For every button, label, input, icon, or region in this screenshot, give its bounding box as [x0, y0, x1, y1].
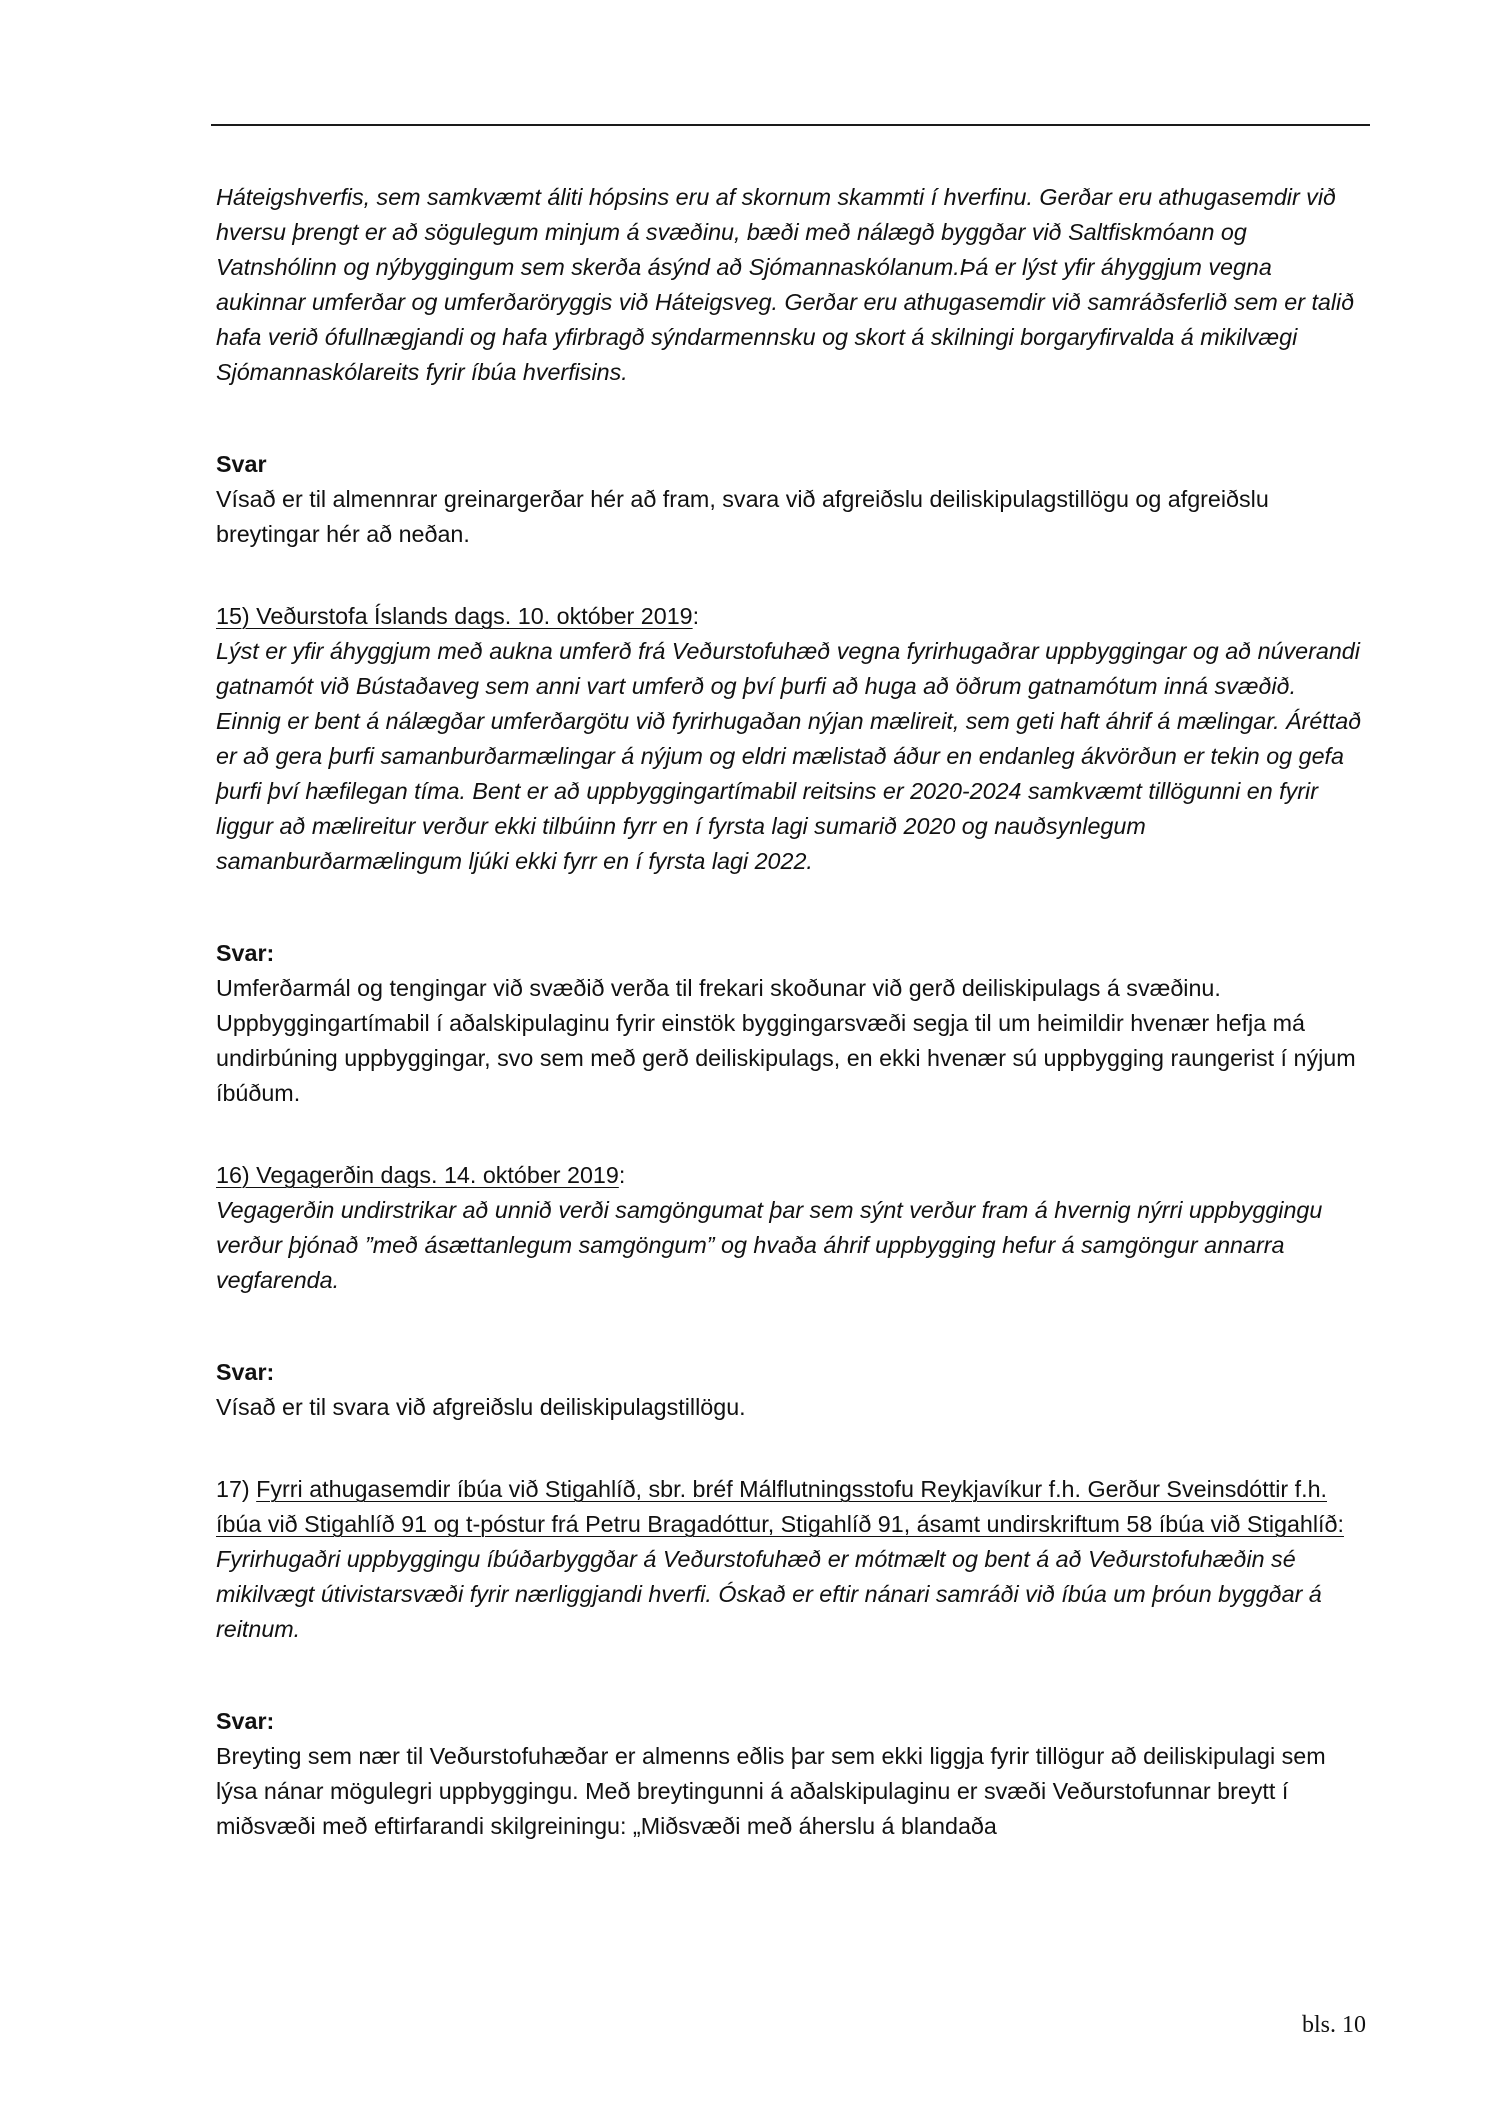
header-rule: [211, 124, 1370, 126]
document-body: [216, 180, 1366, 1844]
item-16-title: 16) Vegagerðin dags. 14. október 2019: [216, 1162, 619, 1188]
answer-text-15: Umferðarmál og tengingar við svæðið verða til frekari skoðunar við gerð deiliskipulags á svæðinu. Uppbyggingartímabil í aðalskipulaginu fyrir einstök byggingarsvæði segja til um heimildir hvenær hefja má undirbúning uppbyggingar, svo sem með gerð deiliskipulags, en ekki hvenær sú uppbygging raungerist í nýjum íbúðum.: [216, 975, 1356, 1106]
answer-heading-16: Svar:: [216, 1359, 275, 1385]
answer-heading-14: Svar: [216, 451, 267, 477]
page-number: bls. 10: [1301, 2012, 1366, 2038]
answer-heading-15: Svar:: [216, 940, 275, 966]
item-15-comment: Lýst er yfir áhyggjum með aukna umferð frá Veðurstofuhæð vegna fyrirhugaðrar uppbyggingar og að núverandi gatnamót við Bústaðaveg sem anni vart umferð og því þurfi að huga að öðrum gatnamótum inná svæðið. Einnig er bent á nálægðar umferðargötu við fyrirhugaðan nýjan mælireit, sem geti haft áhrif á mælingar. Áréttað er að gera þurfi samanburðarmælingar á nýjum og eldri mælistað áður en endanleg ákvörðun er tekin og gefa þurfi því hæfilegan tíma. Bent er að uppbyggingartímabil reitsins er 2020-2024 samkvæmt tillögunni en fyrir liggur að mælireitur verður ekki tilbúinn fyrr en í fyrsta lagi sumarið 2020 og nauðsynlegum samanburðarmælingum ljúki ekki fyrr en í fyrsta lagi 2022.: [216, 638, 1362, 874]
item-15-colon: :: [692, 603, 700, 629]
item-16-comment: Vegagerðin undirstrikar að unnið verði samgöngumat þar sem sýnt verður fram á hvernig nýrri uppbyggingu verður þjónað ”með ásættanlegum samgöngum” og hvaða áhrif uppbygging hefur á samgöngur annarra vegfarenda.: [216, 1197, 1323, 1293]
answer-text-16: Vísað er til svara við afgreiðslu deiliskipulagstillögu.: [216, 1394, 746, 1420]
item-17-number: 17): [216, 1476, 257, 1502]
item-17-comment: Fyrirhugaðri uppbyggingu íbúðarbyggðar á Veðurstofuhæð er mótmælt og bent á að Veðurstofuhæðin sé mikilvægt útivistarsvæði fyrir nærliggjandi hverfi. Óskað er eftir nánari samráði við íbúa um þróun byggðar á reitnum.: [216, 1546, 1322, 1642]
item-16-heading: [216, 1158, 1366, 1193]
answer-text-14: Vísað er til almennrar greinargerðar hér að fram, svara við afgreiðslu deiliskipulagstillögu og afgreiðslu breytingar hér að neðan.: [216, 486, 1269, 547]
item-17-title: Fyrri athugasemdir íbúa við Stigahlíð, sbr. bréf Málflutningsstofu Reykjavíkur f.h. Gerður Sveinsdóttir f.h. íbúa við Stigahlíð 91 og t-póstur frá Petru Bragadóttur, Stigahlíð 91, ásamt undirskriftum 58 íbúa við Stigahlíð:: [216, 1476, 1344, 1537]
item-15-heading: [216, 599, 1366, 634]
item-16-colon: :: [618, 1162, 626, 1188]
comment-paragraph-14: Háteigshverfis, sem samkvæmt áliti hópsins eru af skornum skammti í hverfinu. Gerðar eru athugasemdir við hversu þrengt er að sögulegum minjum á svæðinu, bæði með nálægð byggðar við Saltfiskmóann og Vatnshólinn og nýbyggingum sem skerða ásýnd að Sjómannaskólanum.Þá er lýst yfir áhyggjum vegna aukinnar umferðar og umferðaröryggis við Háteigsveg. Gerðar eru athugasemdir við samráðsferlið sem er talið hafa verið ófullnægjandi og hafa yfirbragð sýndarmennsku og skort á skilningi borgaryfirvalda á mikilvægi Sjómannaskólareits fyrir íbúa hverfisins.: [216, 184, 1355, 385]
answer-heading-17: Svar:: [216, 1708, 275, 1734]
answer-text-17: Breyting sem nær til Veðurstofuhæðar er almenns eðlis þar sem ekki liggja fyrir tillögur að deiliskipulagi sem lýsa nánar mögulegri uppbyggingu. Með breytingunni á aðalskipulaginu er svæði Veðurstofunnar breytt í miðsvæði með eftirfarandi skilgreiningu: „Miðsvæði með áherslu á blandaða: [216, 1743, 1326, 1839]
item-17-heading: [216, 1472, 1366, 1542]
item-15-title: 15) Veðurstofa Íslands dags. 10. október 2019: [216, 603, 693, 629]
